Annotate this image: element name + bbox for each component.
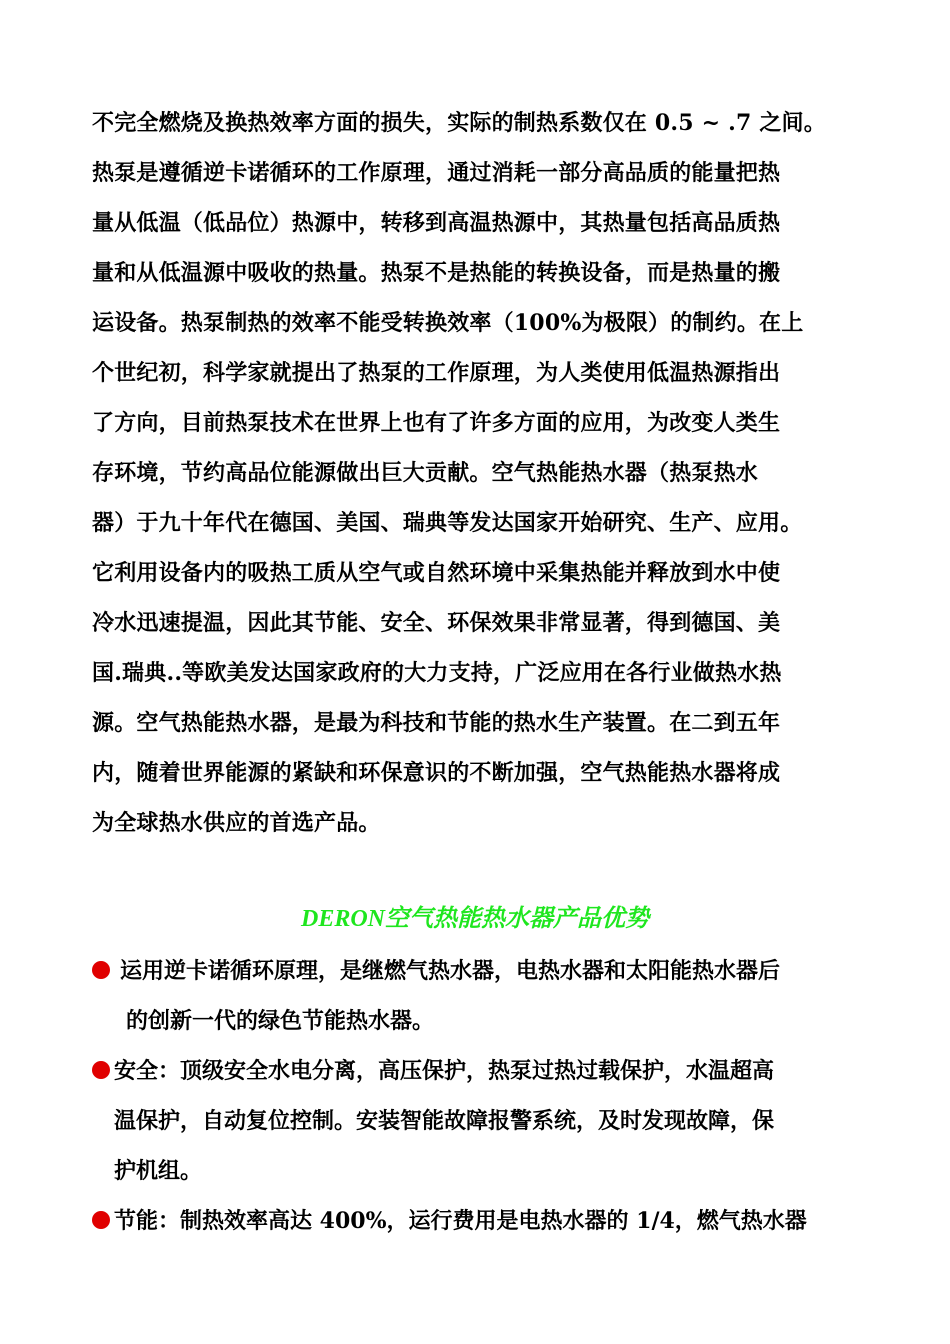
paragraph-line: 器）于九十年代在德国、美国、瑞典等发达国家开始研究、生产、应用。 xyxy=(92,510,803,536)
advantage-line: 安全：顶级安全水电分离，高压保护，热泵过热过载保护，水温超高 xyxy=(114,1058,775,1084)
paragraph-line: 源。空气热能热水器，是最为科技和节能的热水生产装置。在二到五年 xyxy=(92,710,781,736)
advantage-line: 运用逆卡诺循环原理，是继燃气热水器，电热水器和太阳能热水器后 xyxy=(120,958,781,984)
advantage-item-principle xyxy=(92,946,872,1046)
paragraph-line: 运设备。热泵制热的效率不能受转换效率（100%为极限）的制约。在上 xyxy=(92,310,804,336)
paragraph-line: 热泵是遵循逆卡诺循环的工作原理，通过消耗一部分高品质的能量把热 xyxy=(92,160,781,186)
advantage-line: 护机组。 xyxy=(114,1158,203,1184)
paragraph-line: 它利用设备内的吸热工质从空气或自然环境中采集热能并释放到水中使 xyxy=(92,560,781,586)
paragraph-line: 冷水迅速提温，因此其节能、安全、环保效果非常显著，得到德国、美 xyxy=(92,610,781,636)
paragraph-line: 内，随着世界能源的紧缺和环保意识的不断加强，空气热能热水器将成 xyxy=(92,760,781,786)
bullet-dot-icon xyxy=(92,1061,110,1079)
section-title: DERON空气热能热水器产品优势 xyxy=(300,906,649,932)
paragraph-line: 了方向，目前热泵技术在世界上也有了许多方面的应用，为改变人类生 xyxy=(92,410,781,436)
paragraph-line: 为全球热水供应的首选产品。 xyxy=(92,810,381,836)
advantage-line: 节能：制热效率高达 400%，运行费用是电热水器的 1/4，燃气热水器 xyxy=(114,1208,807,1234)
paragraph-line: 量从低温（低品位）热源中，转移到高温热源中，其热量包括高品质热 xyxy=(92,210,781,236)
paragraph-line: 个世纪初，科学家就提出了热泵的工作原理，为人类使用低温热源指出 xyxy=(92,360,781,386)
paragraph-line: 国.瑞典..等欧美发达国家政府的大力支持，广泛应用在各行业做热水热 xyxy=(92,660,782,686)
bullet-dot-icon xyxy=(92,1211,110,1229)
advantage-item-safety xyxy=(92,1046,872,1196)
advantage-line: 的创新一代的绿色节能热水器。 xyxy=(126,1008,435,1034)
advantage-item-energy-saving xyxy=(92,1196,872,1246)
bullet-dot-icon xyxy=(92,961,110,979)
paragraph-line: 存环境，节约高品位能源做出巨大贡献。空气热能热水器（热泵热水 xyxy=(92,460,759,486)
paragraph-line: 量和从低温源中吸收的热量。热泵不是热能的转换设备，而是热量的搬 xyxy=(92,260,781,286)
advantage-line: 温保护，自动复位控制。安装智能故障报警系统，及时发现故障，保 xyxy=(114,1108,775,1134)
body-paragraph xyxy=(92,98,862,848)
paragraph-line: 不完全燃烧及换热效率方面的损失，实际的制热系数仅在 0.5 ~ .7 之间。 xyxy=(92,110,826,136)
advantages-list xyxy=(92,946,872,1246)
